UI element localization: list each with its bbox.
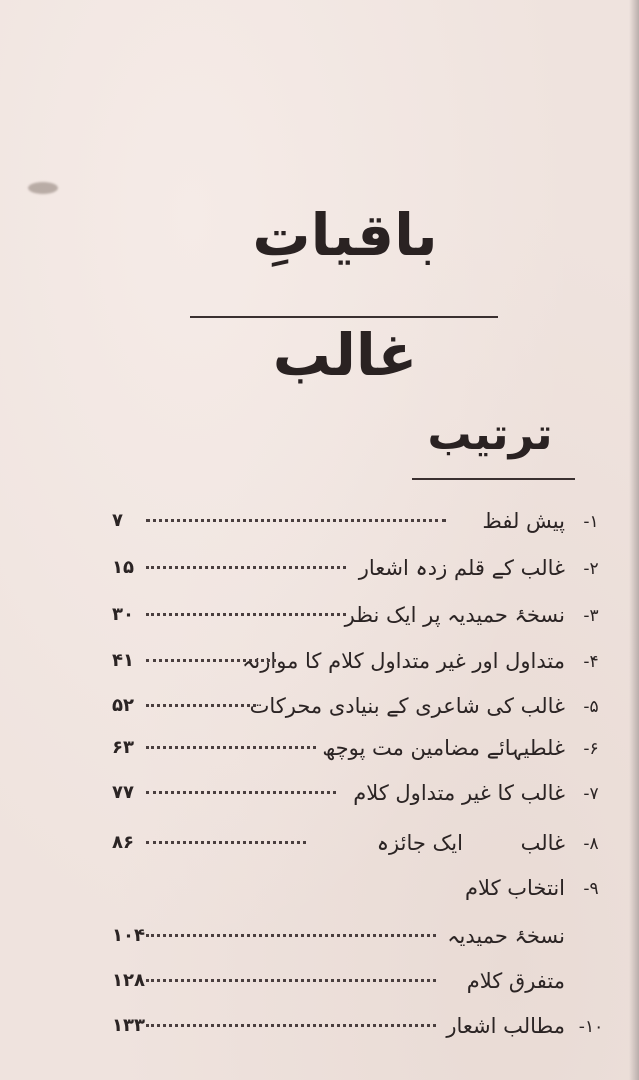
toc-entry-subtitle: ایک جائزہ bbox=[376, 831, 463, 855]
toc-entry-page-number: ۴۱ bbox=[112, 650, 134, 671]
toc-entry-number: ۸- bbox=[583, 834, 599, 854]
toc-entry-title: غالب کا غیر متداول کلام bbox=[353, 781, 565, 805]
toc-entry-number: ۴- bbox=[583, 652, 599, 672]
toc-entry-page-number: ۶۳ bbox=[112, 737, 134, 758]
toc-entry-title: پیش لفظ bbox=[482, 509, 565, 533]
toc-entry bbox=[112, 1008, 605, 1044]
toc-entry-leader-dots bbox=[146, 613, 346, 616]
toc-entry-title: غلطیہائے مضامین مت پوچھ bbox=[322, 736, 565, 760]
toc-entry bbox=[112, 643, 605, 679]
toc-entry bbox=[112, 730, 605, 766]
toc-entry-leader-dots bbox=[146, 704, 256, 707]
toc-entry-number: ۳- bbox=[583, 606, 599, 626]
toc-entry-title: متداول اور غیر متداول کلام کا موازنہ bbox=[242, 649, 565, 673]
toc-entry-number: ۹- bbox=[583, 879, 599, 899]
toc-entry-title: غالب کے قلم زدہ اشعار bbox=[358, 556, 565, 580]
toc-entry-title: انتخاب کلام bbox=[465, 876, 565, 900]
toc-entry-leader-dots bbox=[146, 934, 436, 937]
toc-entry-number: ۱۰- bbox=[578, 1017, 604, 1037]
toc-entry-title: غالب bbox=[520, 831, 565, 855]
toc-entry bbox=[112, 550, 605, 586]
toc-entry bbox=[112, 597, 605, 633]
toc-entry bbox=[112, 825, 605, 861]
toc-entry-page-number: ۱۰۴ bbox=[112, 925, 145, 946]
toc-entry bbox=[112, 918, 605, 954]
toc-entry-page-number: ۷۷ bbox=[112, 782, 134, 803]
toc-entry-page-number: ۱۵ bbox=[112, 557, 134, 578]
toc-entry-title: غالب کی شاعری کے بنیادی محرکات bbox=[249, 694, 565, 718]
contents-heading: ترتیب bbox=[427, 409, 553, 460]
toc-entry-leader-dots bbox=[146, 566, 346, 569]
toc-entry-leader-dots bbox=[146, 746, 316, 749]
toc-entry bbox=[112, 963, 605, 999]
toc-entry-number: ۶- bbox=[583, 739, 599, 759]
toc-entry-leader-dots bbox=[146, 791, 336, 794]
toc-entry-page-number: ۵۲ bbox=[112, 695, 134, 716]
toc-entry-page-number: ۸۶ bbox=[112, 832, 134, 853]
toc-entry bbox=[112, 503, 605, 539]
toc-entry-page-number: ۷ bbox=[112, 510, 123, 531]
toc-entry bbox=[112, 775, 605, 811]
toc-entry-leader-dots bbox=[146, 841, 306, 844]
toc-entry-leader-dots bbox=[146, 979, 436, 982]
toc-entry-page-number: ۱۳۳ bbox=[112, 1015, 145, 1036]
toc-entry-number: ۷- bbox=[583, 784, 599, 804]
toc-entry bbox=[112, 870, 605, 906]
toc-entry-number: ۱- bbox=[583, 512, 599, 532]
toc-entry-leader-dots bbox=[146, 519, 446, 522]
toc-entry-page-number: ۳۰ bbox=[112, 604, 134, 625]
toc-entry-title: مطالب اشعار bbox=[446, 1014, 565, 1038]
toc-entry-number: ۲- bbox=[583, 559, 599, 579]
toc-entry-title: متفرق کلام bbox=[466, 969, 565, 993]
book-title: باقیاتِ غالب bbox=[252, 201, 438, 389]
toc-entry-title: نسخۂ حمیدیہ bbox=[447, 924, 565, 948]
toc-entry-page-number: ۱۲۸ bbox=[112, 970, 145, 991]
toc-entry-leader-dots bbox=[146, 1024, 436, 1027]
toc-entry-number: ۵- bbox=[583, 697, 599, 717]
toc-entry-leader-dots bbox=[146, 659, 276, 662]
toc-entry-title: نسخۂ حمیدیہ پر ایک نظر bbox=[344, 603, 565, 627]
toc-entry bbox=[112, 688, 605, 724]
